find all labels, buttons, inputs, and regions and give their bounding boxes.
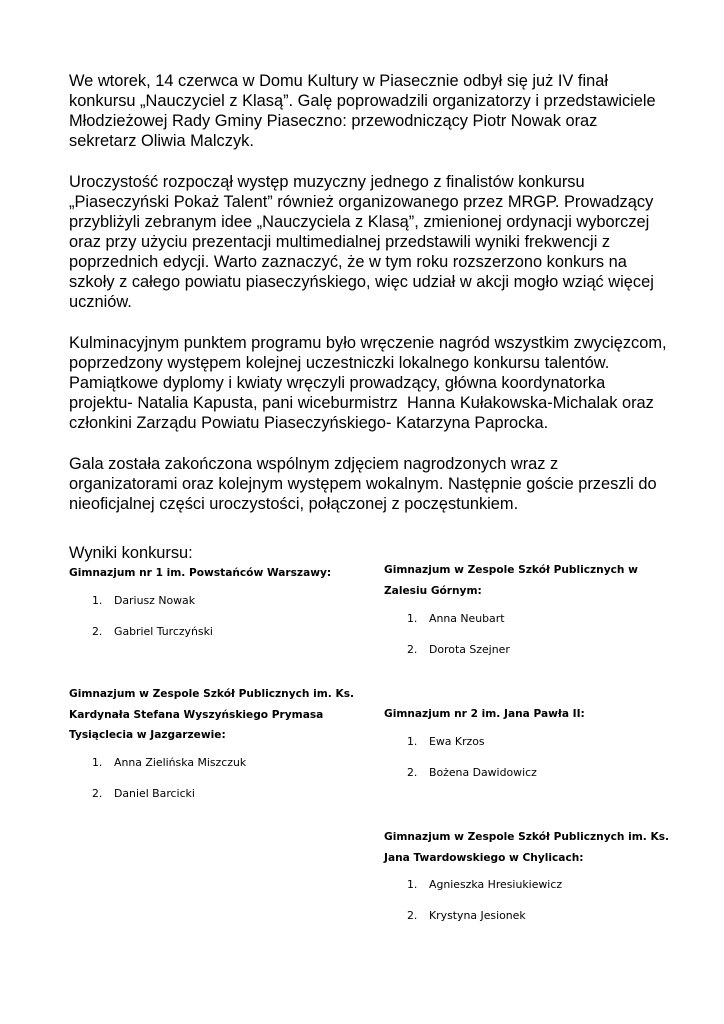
list-item (407, 611, 674, 626)
winners-list (69, 593, 369, 639)
paragraph-1: We wtorek, 14 czerwca w Domu Kultury w Piasecznie odbył się już IV finał konkursu „Nauczyciel z Klasą”. Galę poprowadzili organizatorzy i przedstawiciele Młodzieżowej Rady Gminy Piaseczno: przewodniczący Piotr Nowak oraz sekretarz Oliwia Malczyk. (69, 72, 661, 151)
paragraph-3: Kulminacyjnym punktem programu było wręczenie nagród wszystkim zwycięzcom, poprzedzony występem kolejnej uczestniczki lokalnego konkursu talentów. Pamiątkowe dyplomy i kwiaty wręczyli prowadzący, główna koordynatorka projektu- Natalia Kapusta, pani wiceburmistrz Hanna Kułakowska-Michalak oraz członkini Zarządu Powiatu Piaseczyńskiego- Katarzyna Paprocka. (69, 334, 681, 433)
list-number: 2. (407, 909, 418, 922)
results-group-chylice (384, 827, 674, 923)
list-number: 2. (92, 786, 103, 800)
paragraph-2: Uroczystość rozpoczął występ muzyczny jednego z finalistów konkursu „Piaseczyński Pokaż Talent” również organizowanego przez MRGP. Prowadzący przybliżyli zebranym idee „Nauczyciela z Klasą”, zmienionej ordynacji wyborczej oraz przy użyciu prezentacji multimedialnej przedstawili wyniki frekwencji z poprzednich edycji. Warto zaznaczyć, że w tym roku rozszerzono konkurs na szkoły z całego powiatu piaseczyńskiego, więc udział w akcji mogło wziąć więcej uczniów. (69, 172, 659, 312)
list-number: 1. (92, 593, 103, 607)
winners-list (384, 734, 674, 780)
paragraph-4: Gala została zakończona wspólnym zdjęciem nagrodzonych wraz z organizatorami oraz kolejnym występem wokalnym. Następnie goście przeszli do nieoficjalnej części uroczystości, połączonej z poczęstunkiem. (69, 455, 662, 514)
group-title: Gimnazjum w Zespole Szkół Publicznych im. Ks. Kardynała Stefana Wyszyńskiego Prymasa Tysiąclecia w Jazgarzewie: (69, 688, 355, 741)
list-item (407, 642, 674, 657)
winner-name: Krystyna Jesionek (429, 909, 526, 922)
winner-name: Bożena Dawidowicz (429, 765, 537, 779)
list-item (407, 765, 674, 780)
results-group-gimnazjum-2 (384, 704, 674, 780)
list-item (92, 755, 359, 770)
results-heading: Wyniki konkursu: (69, 544, 193, 562)
winners-list (384, 877, 674, 923)
list-number: 1. (407, 612, 418, 625)
winner-name: Agnieszka Hresiukiewicz (429, 878, 563, 891)
winner-name: Dorota Szejner (429, 643, 510, 656)
list-item (407, 734, 674, 749)
group-title: Gimnazjum w Zespole Szkół Publicznych w Zalesiu Górnym: (384, 564, 638, 597)
winners-list (69, 755, 359, 801)
list-number: 2. (92, 624, 103, 638)
list-number: 1. (407, 878, 418, 891)
winners-list (384, 611, 674, 657)
winner-name: Gabriel Turczyński (114, 624, 213, 638)
list-item (92, 786, 359, 801)
group-title: Gimnazjum nr 2 im. Jana Pawła II: (384, 708, 585, 720)
list-number: 1. (407, 734, 418, 748)
results-group-jazgarzew (69, 684, 359, 801)
winner-name: Anna Neubart (429, 612, 505, 625)
article-body (69, 71, 681, 535)
results-group-zalesie-gorne (384, 560, 674, 657)
list-item (407, 877, 674, 892)
winner-name: Daniel Barcicki (114, 786, 195, 800)
list-item (92, 593, 369, 608)
list-item (92, 624, 369, 639)
results-group-gimnazjum-1 (69, 563, 369, 639)
group-title: Gimnazjum nr 1 im. Powstańców Warszawy: (69, 567, 332, 579)
list-item (407, 908, 674, 923)
winner-name: Anna Zielińska Miszczuk (114, 755, 247, 769)
winner-name: Dariusz Nowak (114, 593, 196, 607)
list-number: 2. (407, 643, 418, 656)
list-number: 1. (92, 755, 103, 769)
list-number: 2. (407, 765, 418, 779)
group-title: Gimnazjum w Zespole Szkół Publicznych im. Ks. Jana Twardowskiego w Chylicach: (384, 831, 670, 864)
winner-name: Ewa Krzos (429, 734, 485, 748)
